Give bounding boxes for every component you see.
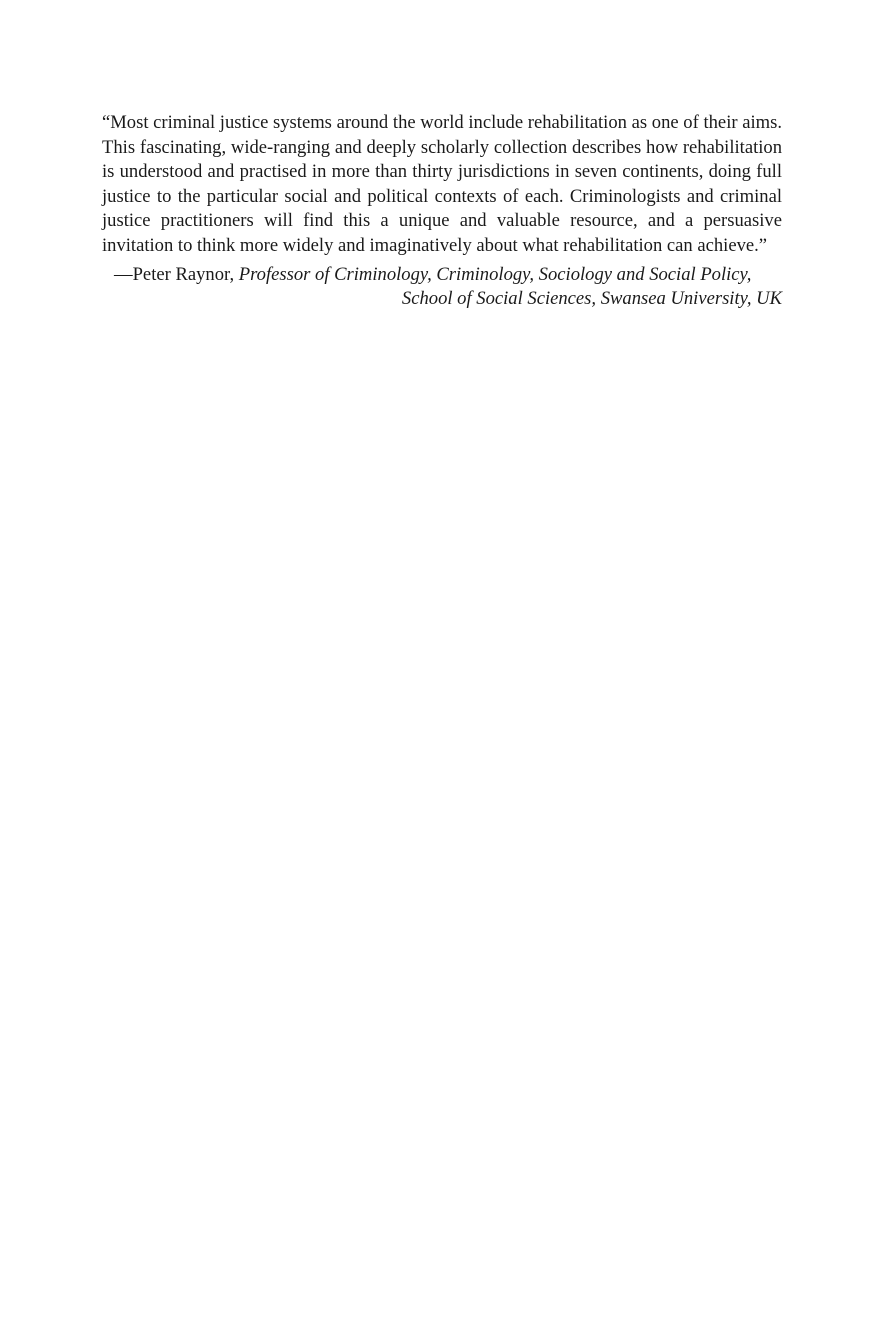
attribution-line-1 [102, 263, 782, 288]
endorser-title-line-2: School of Social Sciences, Swansea University, UK [401, 288, 782, 310]
endorser-name: —Peter Raynor, [114, 263, 235, 285]
endorsement-quote: “Most criminal justice systems around the world include rehabilitation as one of their aims. This fascinating, wide-ranging and deeply scholarly collection describes how rehabilitation is understood and practised in more than thirty jurisdictions in seven continents, doing full justice to the particular social and political contexts of each. Criminologists and criminal justice practitioners will find this a unique and valuable resource, and a persuasive invitation to think more widely and imaginatively about what rehabilitation can achieve.” [102, 112, 782, 256]
attribution-line-2 [102, 287, 782, 312]
endorsement-block [102, 111, 782, 312]
endorsement-attribution [102, 263, 782, 312]
endorser-title-line-1: Professor of Criminology, Criminology, Sociology and Social Policy, [238, 263, 752, 285]
